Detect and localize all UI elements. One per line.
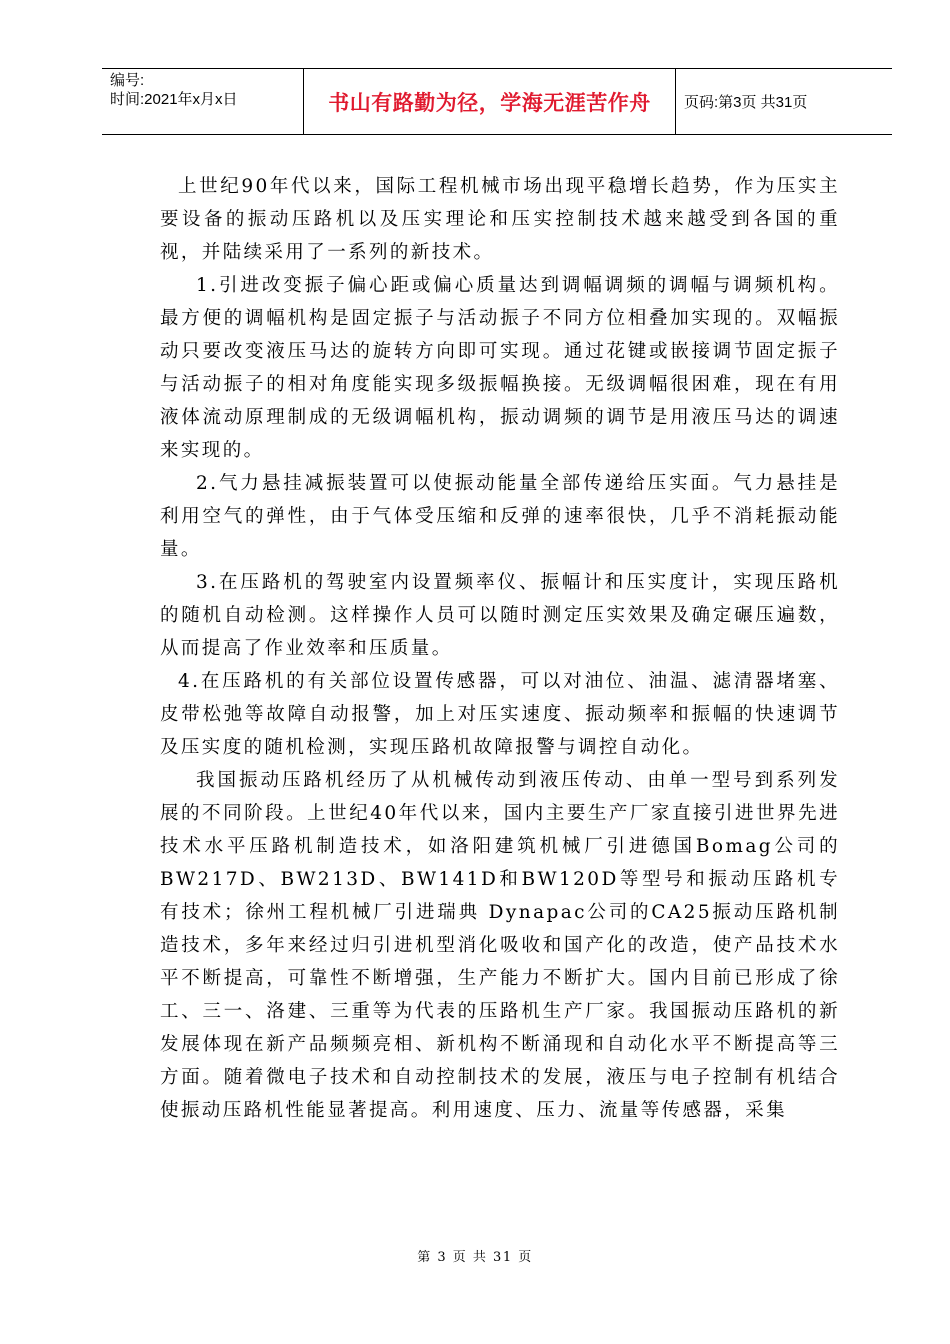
paragraph-domestic-development: 我国振动压路机经历了从机械传动到液压传动、由单一型号到系列发展的不同阶段。上世纪40年代以来，国内主要生产厂家直接引进世界先进技术水平压路机制造技术，如洛阳建筑机械厂引进德国Bomag公司的BW217D、BW213D、BW141D和BW120D等型号和振动压路机专有技术；徐州工程机械厂引进瑞典 Dynapac公司的CA25振动压路机制造技术，多年来经过归引进机型消化吸收和国产化的改造，使产品技术水平不断提高，可靠性不断增强，生产能力不断扩大。国内目前已形成了徐工、三一、洛建、三重等为代表的压路机生产厂家。我国振动压路机的新发展体现在新产品频频亮相、新机构不断涌现和自动化水平不断提高等三方面。随着微电子技术和自动控制技术的发展，液压与电子控制有机结合使振动压路机性能显著提高。利用速度、压力、流量等传感器，采集 (160, 770, 840, 1121)
paragraph-item-4: 4.在压路机的有关部位设置传感器，可以对油位、油温、滤清器堵塞、皮带松弛等故障自动报警，加上对压实速度、振动频率和振幅的快速调节及压实度的随机检测，实现压路机故障报警与调控自动化。 (160, 671, 840, 758)
header-table (102, 68, 892, 135)
paragraph-intro: 上世纪90年代以来，国际工程机械市场出现平稳增长趋势，作为压实主要设备的振动压路机以及压实理论和压实控制技术越来越受到各国的重视，并陆续采用了一系列的新技术。 (160, 176, 840, 263)
paragraph-item-2: 2.气力悬挂减振装置可以使振动能量全部传递给压实面。气力悬挂是利用空气的弹性，由于气体受压缩和反弹的速率很快，几乎不消耗振动能量。 (160, 473, 840, 560)
page-info: 页码:第3页 共31页 (684, 94, 808, 111)
document-body (160, 170, 840, 1127)
page-footer: 第 3 页 共 31 页 (417, 1250, 533, 1265)
time-label: 时间:2021年x月x日 (110, 91, 238, 108)
paragraph-item-3: 3.在压路机的驾驶室内设置频率仪、振幅计和压实度计，实现压路机的随机自动检测。这样操作人员可以随时测定压实效果及确定碾压遍数，从而提高了作业效率和压质量。 (160, 572, 840, 659)
code-label: 编号: (110, 72, 145, 89)
paragraph-item-1: 1.引进改变振子偏心距或偏心质量达到调幅调频的调幅与调频机构。最方便的调幅机构是固定振子与活动振子不同方位相叠加实现的。双幅振动只要改变液压马达的旋转方向即可实现。通过花键或嵌接调节固定振子与活动振子的相对角度能实现多级振幅换接。无级调幅很困难，现在有用液体流动原理制成的无级调幅机构，振动调频的调节是用液压马达的调速来实现的。 (160, 275, 840, 461)
motto-text: 书山有路勤为径，学海无涯苦作舟 (328, 90, 651, 115)
header-page-cell (676, 69, 892, 134)
header-meta-cell (102, 69, 304, 134)
header-motto-cell (304, 69, 676, 134)
